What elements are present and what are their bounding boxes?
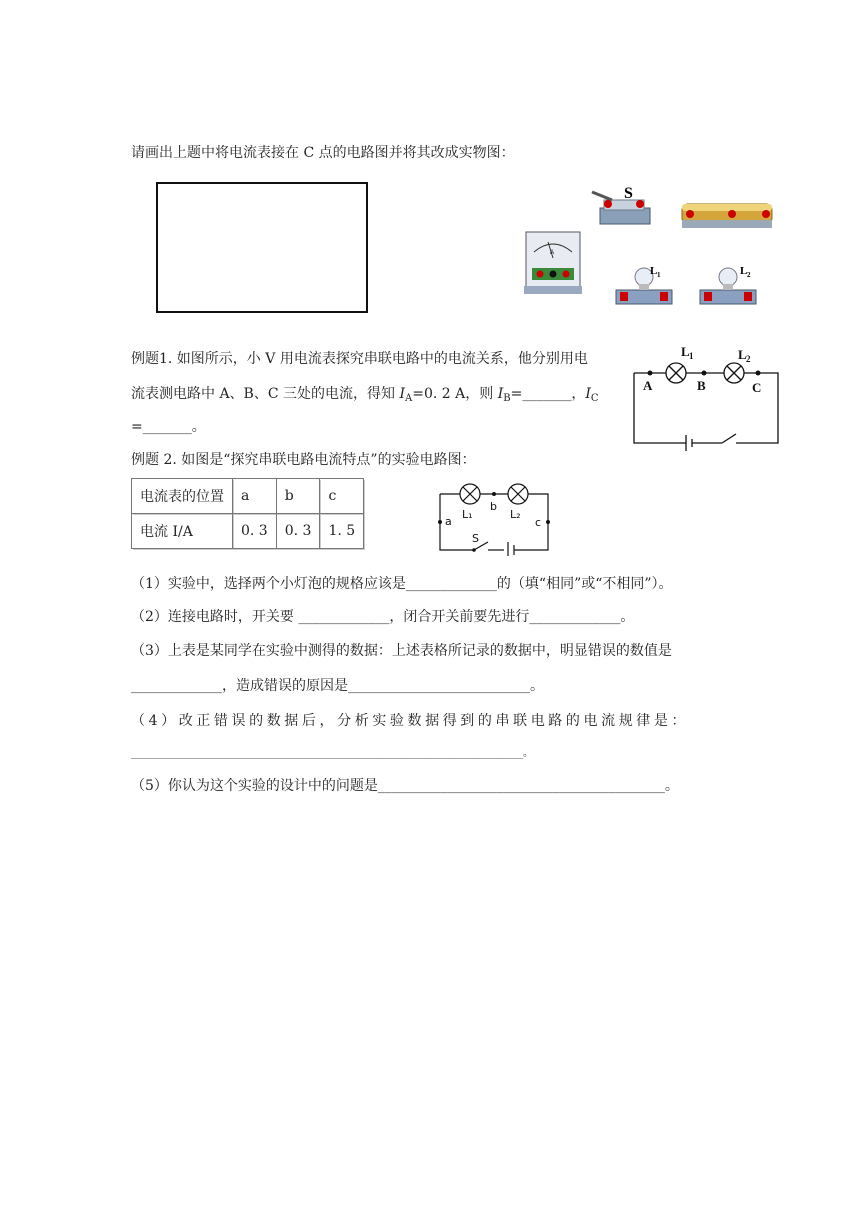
question-2: （2）连接电路时，开关要 _____________，闭合开关前要先进行_____________。 xyxy=(131,609,635,625)
lamp2-label: L xyxy=(738,347,747,362)
point-a-label: a xyxy=(445,515,452,528)
question-1: （1）实验中，选择两个小灯泡的规格应该是_____________的（填“相同”或“不相同”）。 xyxy=(131,576,673,592)
component-photos xyxy=(520,180,780,315)
lamp1-label: L₁ xyxy=(462,508,473,521)
drawing-box xyxy=(156,182,368,313)
lamp1-picture xyxy=(616,265,672,304)
question-3-line2: _____________，造成错误的原因是__________________________。 xyxy=(131,678,544,694)
switch-label: S xyxy=(472,532,479,545)
table-cell: a xyxy=(233,479,277,514)
example1-line1: 例题1. 如图所示，小 V 用电流表探究串联电路中的电流关系，他分别用电 xyxy=(131,351,588,367)
table-cell: 0. 3 xyxy=(276,514,320,549)
example1-line2: 流表测电路中 A、B、C 三处的电流，得知 $I_A=0$. 2 A，则 $I_B=\_\_\_\_\_\_\_$，$I_C$ xyxy=(131,386,599,404)
svg-text:1: 1 xyxy=(689,351,694,361)
table-cell: 电流 I/A xyxy=(132,514,233,549)
svg-text:2: 2 xyxy=(746,354,751,364)
example1-line3: =_______。 xyxy=(131,419,206,435)
ammeter-label: A xyxy=(550,250,555,256)
example2-circuit xyxy=(434,480,554,556)
ammeter-picture xyxy=(524,232,582,294)
svg-text:1: 1 xyxy=(657,271,661,279)
example1-circuit xyxy=(628,340,788,455)
table-row xyxy=(132,514,364,549)
switch-label: S xyxy=(624,185,633,202)
svg-text:L: L xyxy=(740,265,748,277)
switch-picture xyxy=(592,185,650,224)
battery-picture xyxy=(682,204,772,228)
question-3-line1: （3）上表是某同学在实验中测得的数据：上述表格所记录的数据中，明显错误的数值是 xyxy=(131,643,672,659)
question-4-line2: ________________________________________________________________________________。 xyxy=(131,748,533,759)
svg-text:L: L xyxy=(650,265,658,277)
example2-title: 例题 2. 如图是“探究串联电路电流特点”的实验电路图： xyxy=(131,452,476,468)
question-4-line1: （4）改正错误的数据后，分析实验数据得到的串联电路的电流规律是： xyxy=(131,713,690,729)
prompt-text: 请画出上题中将电流表接在 C 点的电路图并将其改成实物图： xyxy=(131,145,515,161)
lamp2-picture xyxy=(700,265,756,304)
current-table xyxy=(131,478,364,549)
table-cell: 电流表的位置 xyxy=(132,479,233,514)
point-B-label: B xyxy=(697,378,706,393)
lamp1-label: L xyxy=(681,344,690,359)
svg-text:2: 2 xyxy=(747,271,751,279)
table-cell: b xyxy=(276,479,320,514)
point-b-label: b xyxy=(490,500,497,513)
table-cell: 0. 3 xyxy=(233,514,277,549)
lamp2-label: L₂ xyxy=(510,508,521,521)
point-c-label: c xyxy=(535,516,542,529)
question-5: （5）你认为这个实验的设计中的问题是_________________________________________。 xyxy=(131,778,679,794)
table-cell: c xyxy=(320,479,364,514)
table-row xyxy=(132,479,364,514)
point-C-label: C xyxy=(752,380,762,395)
table-cell: 1. 5 xyxy=(320,514,364,549)
point-A-label: A xyxy=(643,378,653,393)
